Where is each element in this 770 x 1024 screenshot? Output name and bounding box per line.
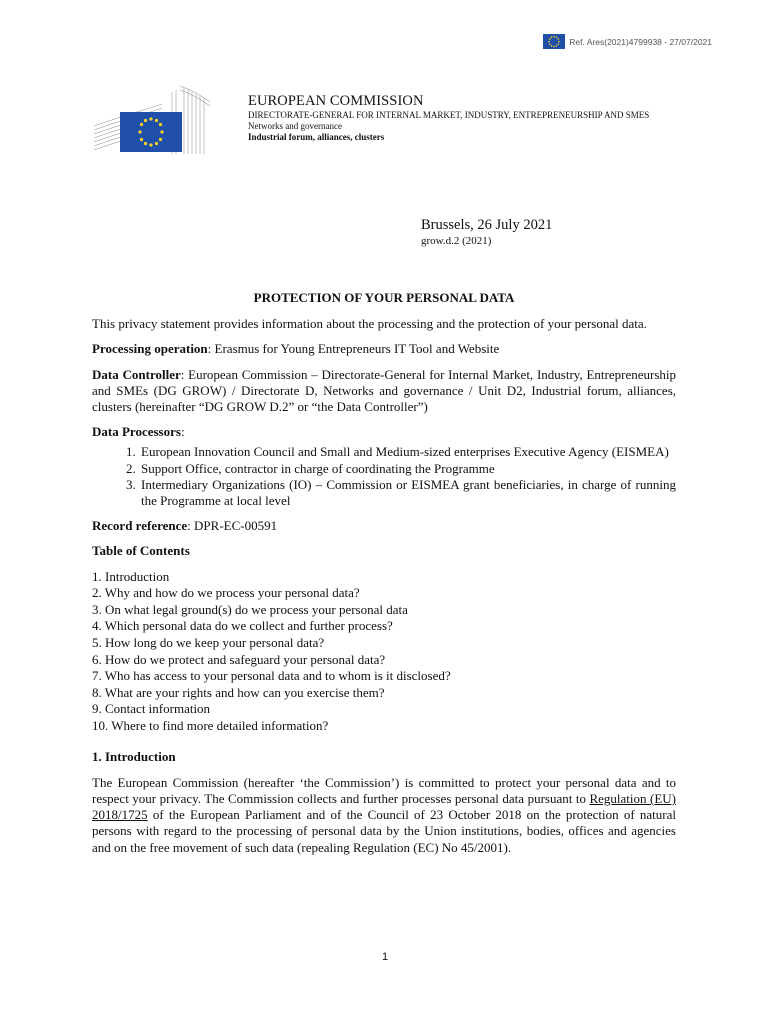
- table-of-contents: [92, 569, 676, 735]
- record-reference: [92, 518, 676, 534]
- section-text-before: The European Commission (hereafter ‘the Commission’) is committed to protect your personal data and to respect your privacy. The Commission collects and further processes personal data pursuant to: [92, 774, 676, 806]
- toc-item[interactable]: 9. Contact information: [92, 701, 211, 717]
- european-commission-logo: [92, 86, 212, 156]
- processors-label: Data Processors: [92, 424, 181, 440]
- toc-item[interactable]: 4. Which personal data do we collect and further process?: [92, 618, 393, 634]
- regulation-link[interactable]: Regulation (EU) 2018/1725: [92, 790, 676, 823]
- toc-item[interactable]: 6. How do we protect and safeguard your personal data?: [92, 651, 386, 667]
- org-name: EUROPEAN COMMISSION: [248, 93, 424, 109]
- processors-list: [92, 444, 676, 509]
- intro-statement: This privacy statement provides information about the processing and the protection of your personal data.: [92, 316, 647, 332]
- processors-colon: :: [180, 424, 185, 440]
- directorate-general: DIRECTORATE-GENERAL FOR INTERNAL MARKET, INDUSTRY, ENTREPRENEURSHIP AND SMES: [248, 110, 650, 120]
- document-date: Brussels, 26 July 2021: [421, 217, 553, 233]
- controller-label: Data Controller: [92, 366, 181, 382]
- reference-stamp-text: Ref. Ares(2021)4799938 - 27/07/2021: [569, 36, 712, 47]
- controller-value: : European Commission – Directorate-General for Internal Market, Industry, Entrepreneurship and SMEs (DG GROW) / Directorate D, Networks and governance / Unit D2, Industrial forum, alliances, clusters (hereinafter “DG GROW D.2” or “the Data Controller”): [92, 366, 676, 415]
- organisation-header: [248, 92, 688, 143]
- toc-item[interactable]: 8. What are your rights and how can you exercise them?: [92, 684, 385, 700]
- page-number: 1: [381, 951, 389, 963]
- directorate: Networks and governance: [248, 121, 342, 131]
- data-processors-heading: [92, 424, 676, 440]
- list-item: 2. Support Office, contractor in charge of coordinating the Programme: [139, 461, 676, 477]
- list-item: 3. Intermediary Organizations (IO) – Commission or EISMEA grant beneficiaries, in charge of running the Programme at local level: [139, 477, 676, 509]
- toc-item[interactable]: 2. Why and how do we process your personal data?: [92, 585, 360, 601]
- toc-item[interactable]: 10. Where to find more detailed information?: [92, 717, 329, 733]
- processing-operation: [92, 341, 676, 357]
- processing-value: : Erasmus for Young Entrepreneurs IT Tool and Website: [207, 341, 500, 357]
- commission-building-icon: [92, 86, 212, 156]
- reference-stamp: [543, 34, 712, 49]
- unit: Industrial forum, alliances, clusters: [248, 132, 385, 142]
- toc-item[interactable]: 7. Who has access to your personal data and to whom is it disclosed?: [92, 668, 451, 684]
- processing-label: Processing operation: [92, 341, 208, 357]
- data-controller: [92, 367, 676, 416]
- toc-item[interactable]: 1. Introduction: [92, 568, 170, 584]
- record-value: : DPR-EC-00591: [187, 518, 278, 534]
- toc-item[interactable]: 5. How long do we keep your personal data?: [92, 635, 325, 651]
- list-item: 1. European Innovation Council and Small and Medium-sized enterprises Executive Agency (EISMEA): [139, 444, 676, 460]
- section-heading: 1. Introduction: [92, 748, 176, 764]
- toc-heading: Table of Contents: [92, 543, 190, 559]
- eu-flag-small-icon: [543, 34, 565, 49]
- section-paragraph: [92, 775, 676, 856]
- document-title: PROTECTION OF YOUR PERSONAL DATA: [253, 290, 515, 305]
- record-label: Record reference: [92, 518, 188, 534]
- reference-number: grow.d.2 (2021): [421, 235, 492, 247]
- section-text-after: of the European Parliament and of the Council of 23 October 2018 on the protection of natural persons with regard to the processing of personal data by the Union institutions, bodies, offices and agencies and on the free movement of such data (repealing Regulation (EC) No 45/2001).: [92, 807, 676, 855]
- document-body: [92, 290, 676, 856]
- toc-item[interactable]: 3. On what legal ground(s) do we process your personal data: [92, 601, 408, 617]
